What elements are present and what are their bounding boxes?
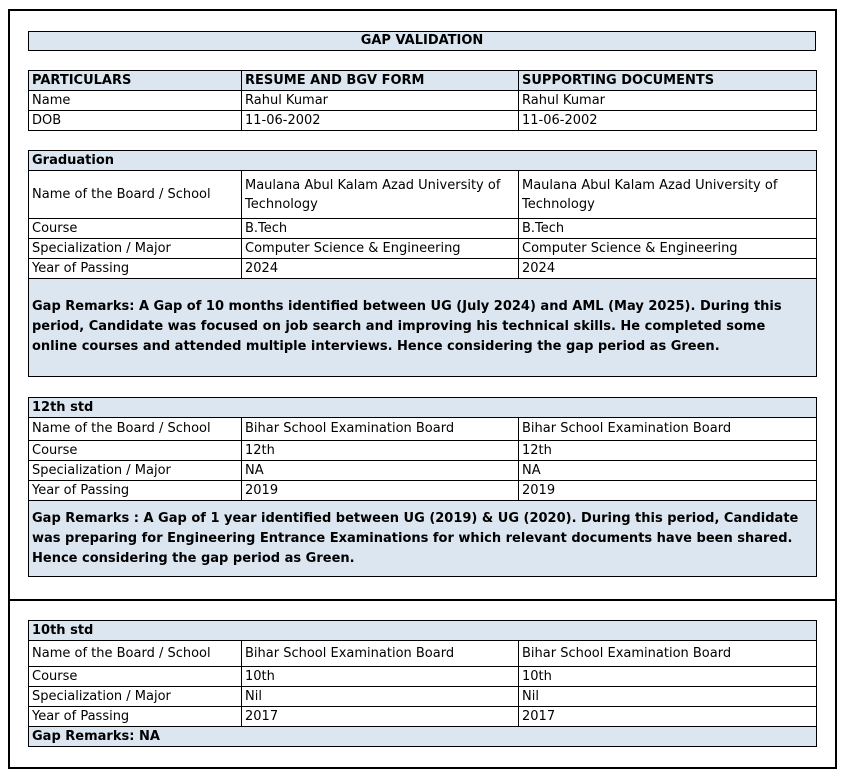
row-label: DOB: [29, 111, 242, 131]
personal-table: [28, 70, 817, 131]
docs-value: Computer Science & Engineering: [519, 239, 817, 259]
row-label: Specialization / Major: [29, 461, 242, 481]
table-row: [29, 481, 817, 501]
docs-value: 11-06-2002: [519, 111, 817, 131]
resume-value: Maulana Abul Kalam Azad University of Technology: [242, 171, 519, 219]
table-row: [29, 171, 817, 219]
resume-value: 2024: [242, 259, 519, 279]
resume-value: 12th: [242, 441, 519, 461]
gap-remarks: Gap Remarks: A Gap of 10 months identified between UG (July 2024) and AML (May 2025). During this period, Candidate was focused on job search and improving his technical skills. He completed some online courses and attended multiple interviews. Hence considering the gap period as Green.: [29, 279, 817, 377]
resume-value: Bihar School Examination Board: [242, 418, 519, 441]
resume-value: B.Tech: [242, 219, 519, 239]
table-row: [29, 441, 817, 461]
section-heading: 12th std: [29, 398, 817, 418]
row-label: Year of Passing: [29, 481, 242, 501]
docs-value: Nil: [519, 687, 817, 707]
row-label: Course: [29, 441, 242, 461]
docs-value: 10th: [519, 667, 817, 687]
table-row: [29, 461, 817, 481]
row-label: Year of Passing: [29, 259, 242, 279]
header-row: [29, 71, 817, 91]
page-title: GAP VALIDATION: [28, 31, 816, 51]
resume-value: 2017: [242, 707, 519, 727]
docs-value: Rahul Kumar: [519, 91, 817, 111]
table-row: [29, 687, 817, 707]
resume-value: Nil: [242, 687, 519, 707]
row-label: Specialization / Major: [29, 239, 242, 259]
table-row: [29, 667, 817, 687]
remarks-row: [29, 279, 817, 377]
section-heading-row: [29, 621, 817, 641]
gap-remarks: Gap Remarks: NA: [29, 727, 817, 747]
docs-value: 2019: [519, 481, 817, 501]
header-resume: RESUME AND BGV FORM: [242, 71, 519, 91]
table-row: [29, 259, 817, 279]
gap-remarks: Gap Remarks : A Gap of 1 year identified between UG (2019) & UG (2020). During this period, Candidate was preparing for Engineering Entrance Examinations for which relevant documents have been shared. Hence considering the gap period as Green.: [29, 501, 817, 577]
row-label: Year of Passing: [29, 707, 242, 727]
tenth-table: [28, 620, 817, 747]
docs-value: Bihar School Examination Board: [519, 418, 817, 441]
section-heading-row: [29, 151, 817, 171]
table-row: [29, 219, 817, 239]
row-label: Name: [29, 91, 242, 111]
table-row: [29, 111, 817, 131]
table-row: [29, 91, 817, 111]
docs-value: B.Tech: [519, 219, 817, 239]
table-row: [29, 641, 817, 667]
table-row: [29, 418, 817, 441]
docs-value: Maulana Abul Kalam Azad University of Technology: [519, 171, 817, 219]
docs-value: 12th: [519, 441, 817, 461]
resume-value: Computer Science & Engineering: [242, 239, 519, 259]
row-label: Course: [29, 667, 242, 687]
docs-value: NA: [519, 461, 817, 481]
section-heading: Graduation: [29, 151, 817, 171]
row-label: Name of the Board / School: [29, 641, 242, 667]
header-particulars: PARTICULARS: [29, 71, 242, 91]
graduation-table: [28, 150, 817, 377]
row-label: Name of the Board / School: [29, 171, 242, 219]
section-heading-row: [29, 398, 817, 418]
resume-value: Rahul Kumar: [242, 91, 519, 111]
docs-value: Bihar School Examination Board: [519, 641, 817, 667]
row-label: Course: [29, 219, 242, 239]
docs-value: 2017: [519, 707, 817, 727]
row-label: Name of the Board / School: [29, 418, 242, 441]
remarks-row: [29, 501, 817, 577]
header-supporting: SUPPORTING DOCUMENTS: [519, 71, 817, 91]
table-row: [29, 707, 817, 727]
resume-value: 2019: [242, 481, 519, 501]
resume-value: NA: [242, 461, 519, 481]
resume-value: Bihar School Examination Board: [242, 641, 519, 667]
remarks-row: [29, 727, 817, 747]
twelfth-table: [28, 397, 817, 577]
docs-value: 2024: [519, 259, 817, 279]
resume-value: 11-06-2002: [242, 111, 519, 131]
row-label: Specialization / Major: [29, 687, 242, 707]
table-row: [29, 239, 817, 259]
resume-value: 10th: [242, 667, 519, 687]
section-heading: 10th std: [29, 621, 817, 641]
